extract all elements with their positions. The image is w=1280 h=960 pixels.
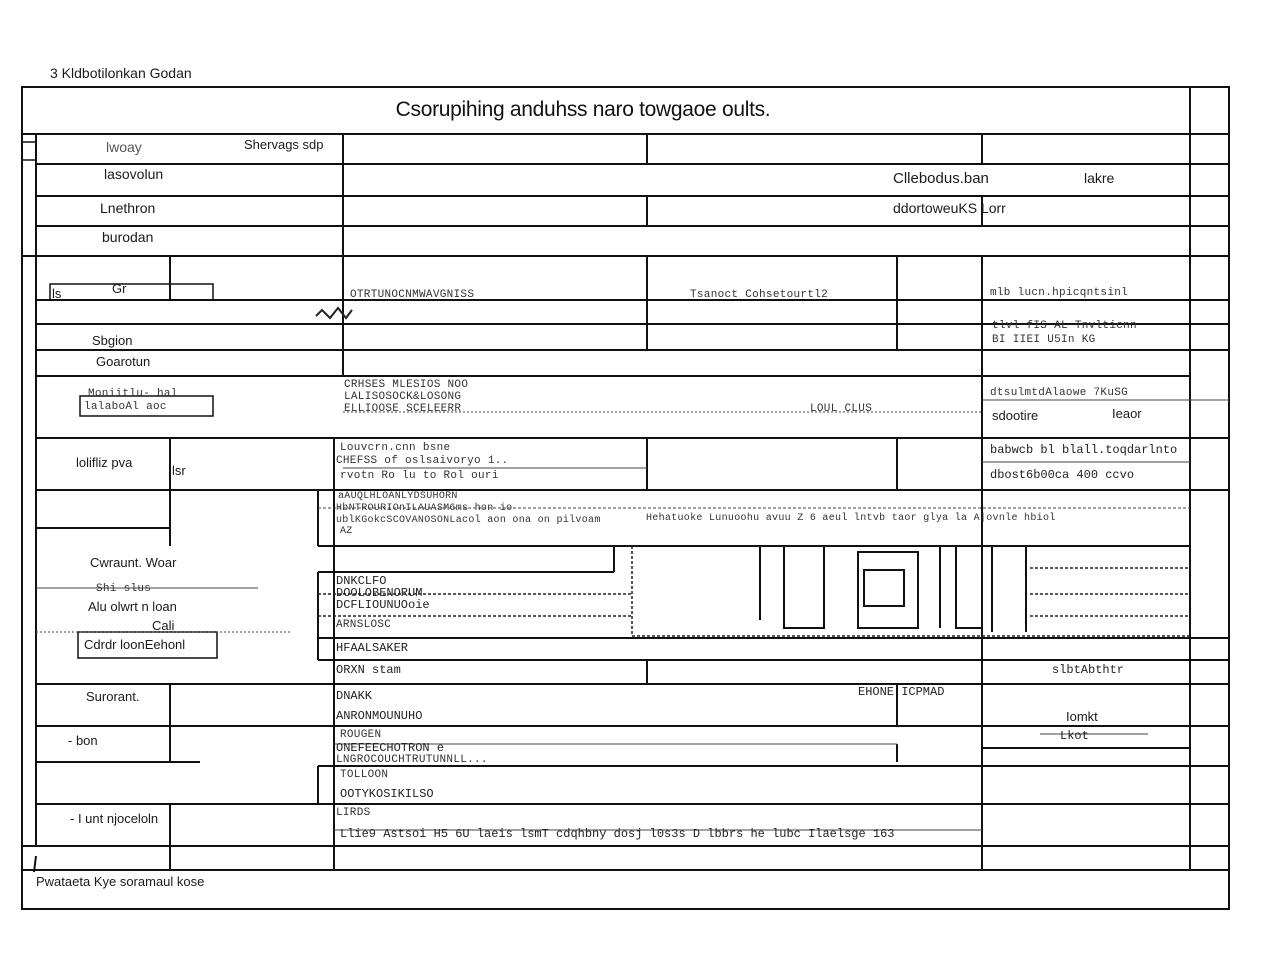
form-code: 3 Kldbotilonkan Godan — [50, 65, 192, 81]
s3-text-b: OOTYKOSIKILSO — [340, 787, 434, 801]
r1-text-c: mlb lucn.hpicqntsinl — [990, 287, 1129, 299]
r5-right-a: babwcb bl blall.toqdarlnto — [990, 443, 1178, 457]
s4-label: - I unt njoceloln — [70, 811, 159, 826]
r6-text-c: ublKGokcSCOVANOSONLacol aon ona on pilvoam — [336, 515, 601, 526]
form-title: Csorupihing anduhss naro towgaoe oults. — [395, 98, 771, 121]
s2-text-c: LNGROCOUCHTRUTUNNLL... — [336, 754, 488, 766]
r4-text-a: CRHSES MLESIOS NOO — [344, 379, 469, 391]
info-row4-label: burodan — [102, 229, 154, 245]
c-label-b: Shi slus — [96, 583, 152, 595]
r4-box-b: lalaboAl aoc — [84, 401, 167, 413]
r4-text-b: LALISOSOCK&LOSONG — [344, 391, 462, 403]
s-text-a: DNAKK — [336, 689, 373, 703]
c-text-e: HFAALSAKER — [336, 641, 409, 655]
s-text-b: ANRONMOUNUHO — [336, 709, 423, 723]
c-label-c: Alu olwrt n loan — [88, 599, 177, 614]
r5-text-b: CHEFSS of oslsaivoryo 1.. — [336, 455, 509, 467]
r6-bottom: AZ — [340, 526, 353, 537]
c-label-a: Cwraunt. Woar — [90, 555, 177, 570]
s-label: Surorant. — [86, 689, 140, 704]
info-row3-label: Lnethron — [100, 200, 156, 216]
r5-label: lolifliz pva — [76, 455, 133, 470]
c-text-c: DCFLIOUNUOoie — [336, 598, 430, 612]
r4-right-c: Ieaor — [1112, 406, 1142, 421]
c-text-d: ARNSLOSC — [336, 619, 392, 631]
r6-right: Hehatuoke Lunuoohu avuu Z 6 aeul lntvb taor glya la A|ovnle hbiol — [646, 513, 1056, 524]
r1-text-a: OTRTUNOCNMWAVGNISS — [350, 289, 475, 301]
r2-right-b: BI IIEI U5In KG — [992, 334, 1096, 346]
c-text-a: DNKCLFO — [336, 574, 387, 588]
r1-box-text: Gr — [112, 281, 127, 296]
s3-text-a: TOLLOON — [340, 769, 389, 781]
r2-label: Sbgion — [92, 333, 133, 348]
c-box-text: Cdrdr loonEehonl — [84, 637, 186, 652]
s2-text-a: ROUGEN — [340, 729, 382, 741]
s4-text-b: Llie9 Astsoi H5 6U laeis lsmT cdqhbny dosj l0s3s D lbbrs he lubc Ilaelsge 163 — [340, 827, 895, 841]
r1-text-b: Tsanoct Cohsetourtl2 — [690, 289, 829, 301]
r5-right-b: dbost6b00ca 400 ccvo — [990, 468, 1135, 482]
r5-label2: lsr — [172, 463, 186, 478]
r5-text-c: rvotn Ro lu to Rol ouri — [340, 470, 499, 482]
info-row2-right: Cllebodus.ban — [893, 170, 989, 187]
info-row2-far: lakre — [1084, 170, 1115, 186]
r4-right-b: sdootire — [992, 408, 1039, 423]
r4-text-mid: LOUL CLUS — [810, 403, 873, 415]
r5-text-a: Louvcrn.cnn bsne — [340, 442, 451, 454]
r4-text-c: ELLIOOSE SCELEERR — [344, 403, 462, 415]
s-mid: EHONE ICPMAD — [858, 685, 945, 699]
footer-note: Pwataeta Kye soramaul kose — [36, 874, 205, 889]
r1-prefix: ls — [52, 286, 62, 301]
r4-box-a: Moniitlu- hal — [88, 388, 178, 400]
s2-right: Lkot — [1060, 729, 1089, 743]
r6-text-a: aAUQLHLOANLYDSUHORN — [338, 491, 458, 502]
info-row1-mid: Shervags sdp — [244, 137, 324, 152]
c-label-d: Cali — [152, 618, 175, 633]
info-row1-left: lwoay — [106, 139, 142, 155]
c-text-b: DOOLOBENORUM — [336, 586, 423, 600]
info-row3-right: ddortoweuKS Lorr — [893, 200, 1006, 216]
s2-text-b: ONEFEECHOTRON e — [336, 741, 445, 755]
c-text-f: ORXN stam — [336, 663, 401, 677]
s4-text-a: LIRDS — [336, 807, 371, 819]
r2-right-a: tlvl fIS AL Tnvlticnn — [992, 320, 1137, 332]
c-right: slbtAbthtr — [1052, 663, 1125, 677]
r6-text-b: HbNTROURIOnILAUASM6ms hon io — [336, 503, 513, 514]
info-row2-label: lasovolun — [104, 166, 164, 182]
r4-right-a: dtsulmtdAlaowe 7KuSG — [990, 387, 1129, 399]
s2-label: - bon — [68, 733, 98, 748]
s-right: Iomkt — [1066, 709, 1098, 724]
r3-label: Goarotun — [96, 354, 151, 369]
